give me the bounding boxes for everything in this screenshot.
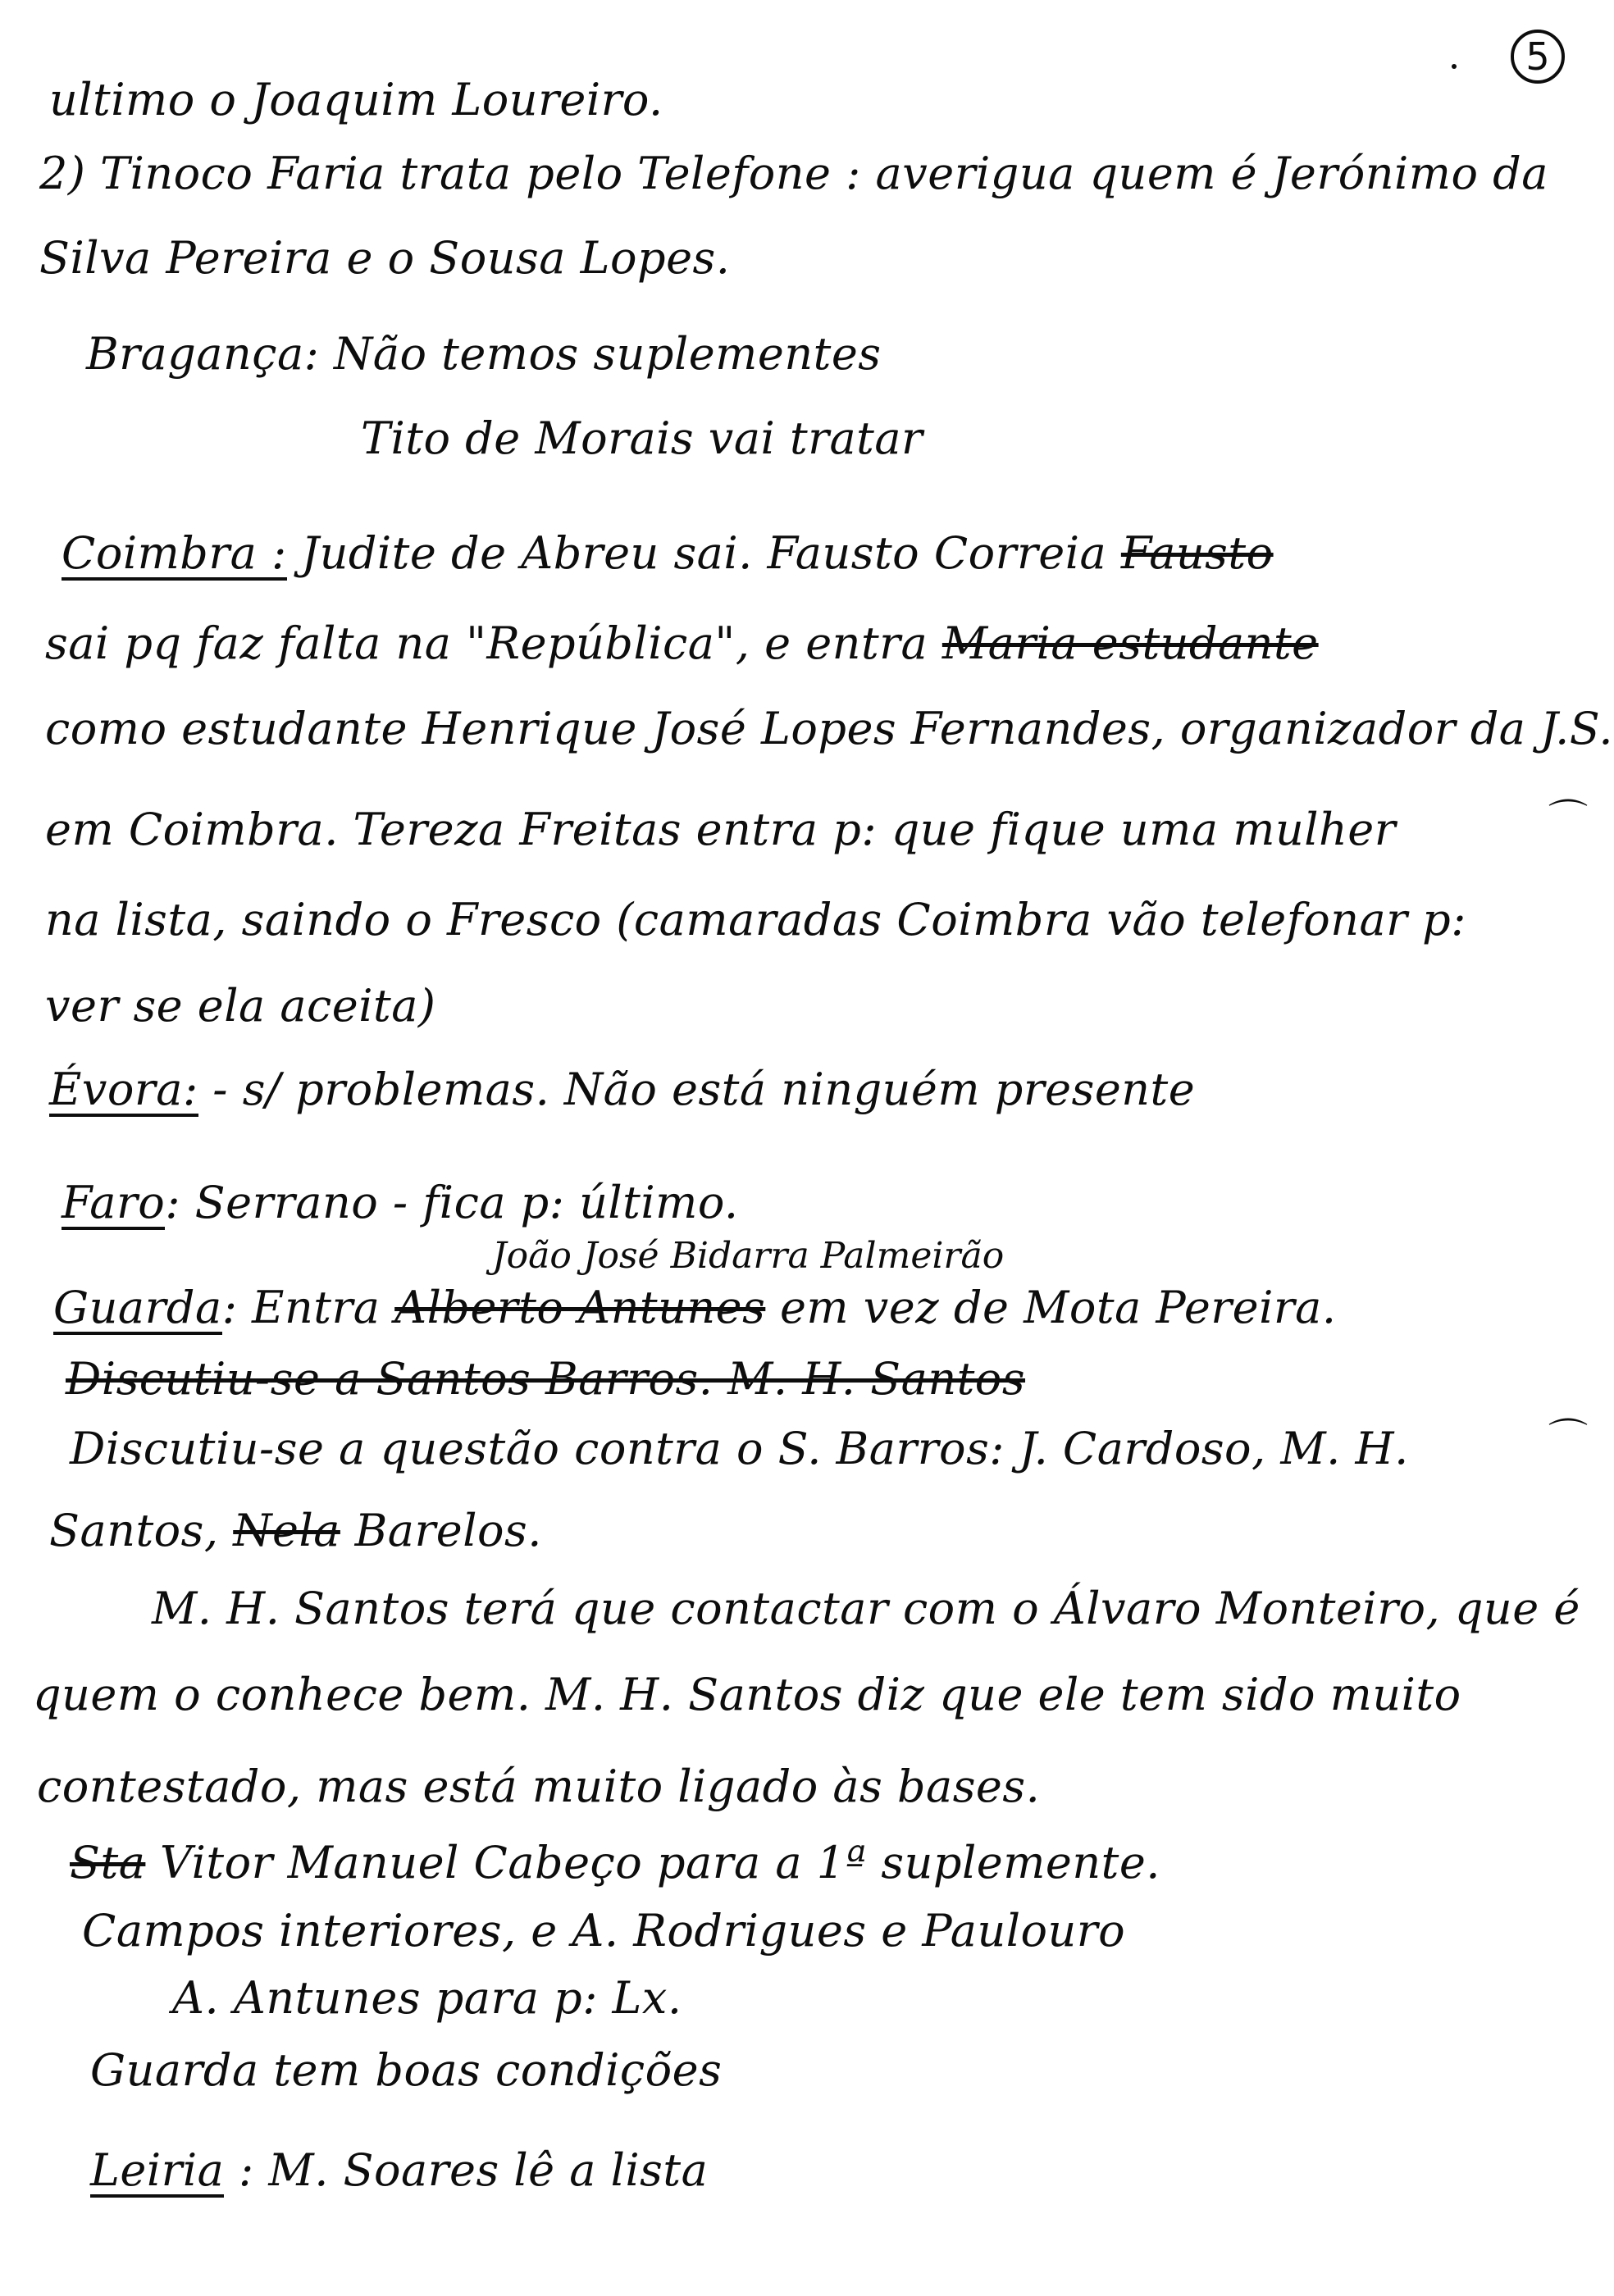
line-3: Silva Pereira e o Sousa Lopes.: [39, 232, 731, 284]
district-label-evora: Évora:: [49, 1064, 198, 1115]
struck-word: Nela: [233, 1505, 340, 1556]
interlinear-insertion: João José Bidarra Palmeirão: [492, 1235, 1005, 1277]
struck-word: Sta: [70, 1837, 146, 1888]
leiria-note: : M. Soares lê a lista: [224, 2144, 709, 2196]
line-9: em Coimbra. Tereza Freitas entra p: que fique uma mulher: [45, 804, 1397, 855]
district-label-braganca: Bragança: [86, 328, 304, 380]
line-1: ultimo o Joaquim Loureiro.: [49, 74, 663, 125]
struck-word: Fausto: [1120, 527, 1274, 579]
braganca-note: : Não temos suplementes: [303, 328, 882, 380]
line-8: como estudante Henrique José Lopes Fernandes, organizador da J.S.: [45, 703, 1614, 754]
line-guarda: [53, 1282, 1337, 1335]
struck-line: Discutiu-se a Santos Barros. M. H. Santos: [66, 1353, 1026, 1405]
line-23: Campos interiores, e A. Rodrigues e Paulouro: [82, 1905, 1126, 1957]
coimbra-note: Judite de Abreu sai. Fausto Correia: [286, 527, 1107, 579]
continuation-mark: ⌒: [1548, 1415, 1589, 1461]
faro-note: : Serrano - fica p: último.: [165, 1177, 739, 1228]
line-evora: [49, 1064, 1196, 1117]
line-bragança: [86, 328, 882, 380]
line-20: quem o conhece bem. M. H. Santos diz que ele tem sido muito: [33, 1669, 1461, 1720]
line-22: [70, 1837, 1160, 1888]
line-18-text: Santos,: [49, 1505, 219, 1556]
line-7: [45, 617, 1319, 669]
continuation-mark: ⌒: [1548, 796, 1589, 842]
line-7-text: sai pq faz falta na "República", e entra: [45, 617, 928, 669]
line-struck-discussion: [66, 1353, 1026, 1405]
line-18-end: Barelos.: [340, 1505, 542, 1556]
struck-name: Alberto Antunes: [394, 1282, 766, 1333]
struck-text: Maria estudante: [942, 617, 1319, 669]
district-label-coimbra: Coimbra :: [62, 527, 287, 579]
district-label-faro: Faro: [62, 1177, 166, 1228]
line-24: A. Antunes para p: Lx.: [172, 1972, 682, 2024]
line-17: Discutiu-se a questão contra o S. Barros: J. Cardoso, M. H.: [70, 1423, 1409, 1474]
line-11: ver se ela aceita): [45, 980, 436, 1032]
line-19: M. H. Santos terá que contactar com o Álvaro Monteiro, que é: [152, 1583, 1580, 1634]
line-coimbra: [62, 527, 1274, 581]
line-10: na lista, saindo o Fresco (camaradas Coimbra vão telefonar p:: [45, 894, 1466, 945]
line-25: Guarda tem boas condições: [90, 2044, 723, 2096]
line-faro: [62, 1177, 739, 1230]
line-leiria: [90, 2144, 709, 2198]
evora-note: - s/ problemas. Não está ninguém presente: [198, 1064, 1196, 1115]
line-2: 2) Tinoco Faria trata pelo Telefone : averigua quem é Jerónimo da: [39, 148, 1548, 199]
page-number: 5: [1511, 30, 1565, 84]
district-label-leiria: Leiria: [90, 2144, 225, 2196]
line-tito: Tito de Morais vai tratar: [361, 412, 923, 464]
line-18: [49, 1505, 542, 1556]
ink-dot: [1452, 64, 1457, 69]
line-22-text: Vitor Manuel Cabeço para a 1ª suplemente.: [145, 1837, 1160, 1888]
guarda-note: : Entra: [221, 1282, 381, 1333]
guarda-note-end: em vez de Mota Pereira.: [765, 1282, 1337, 1333]
district-label-guarda: Guarda: [53, 1282, 222, 1333]
line-21: contestado, mas está muito ligado às bases.: [37, 1761, 1041, 1812]
